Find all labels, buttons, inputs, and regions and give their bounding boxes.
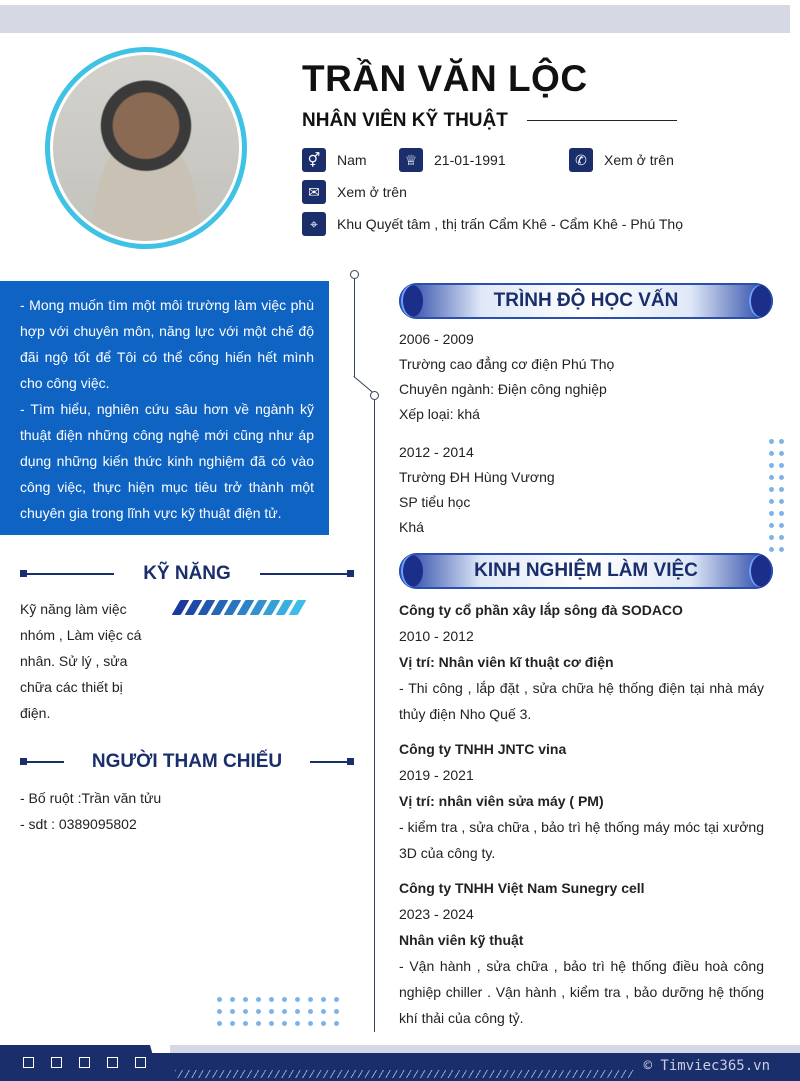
decor-dot: [282, 1021, 287, 1026]
title-divider: [527, 120, 677, 121]
decor-dot: [308, 1009, 313, 1014]
experience-entry: [399, 875, 764, 1031]
decor-dot: [269, 1009, 274, 1014]
decor-dot: [256, 997, 261, 1002]
education-title: TRÌNH ĐỘ HỌC VẤN: [493, 290, 679, 311]
decor-dot: [779, 463, 784, 468]
decor-dot: [295, 997, 300, 1002]
reference-item: - Bố ruột :Trần văn tửu: [20, 790, 162, 806]
experience-banner: [399, 553, 773, 589]
decor-dot: [282, 1009, 287, 1014]
decor-dot: [269, 1021, 274, 1026]
education-entry: [399, 327, 614, 427]
decor-dot: [243, 1009, 248, 1014]
decor-dot: [308, 1021, 313, 1026]
decor-dot: [308, 997, 313, 1002]
exp-position: Vị trí: nhân viên sửa máy ( PM): [399, 793, 604, 809]
timeline-top: [354, 275, 355, 377]
decor-dot: [779, 451, 784, 456]
decor-dot: [769, 499, 774, 504]
timeline-node: [370, 391, 379, 400]
decor-dot: [334, 997, 339, 1002]
info-birthday: [399, 148, 506, 172]
decor-dot: [230, 997, 235, 1002]
exp-period: 2023 - 2024: [399, 906, 474, 922]
career-objective: [0, 281, 329, 535]
decor-dot: [779, 547, 784, 552]
decor-dot: [269, 997, 274, 1002]
decor-dot: [295, 1009, 300, 1014]
exp-company: Công ty TNHH Việt Nam Sunegry cell: [399, 880, 645, 896]
email-value: Xem ở trên: [337, 184, 407, 200]
references-heading: [20, 751, 354, 771]
decor-dot: [282, 997, 287, 1002]
info-email: [302, 180, 407, 204]
watermark: © Timviec365.vn: [643, 1058, 770, 1074]
edu-period: 2006 - 2009: [399, 331, 474, 347]
info-gender: [302, 148, 367, 172]
skill-level-bar: [176, 600, 346, 616]
map-pin-icon: ⌖: [302, 212, 326, 236]
experience-entry: [399, 597, 764, 727]
candidate-name: TRẦN VĂN LỘC: [302, 58, 588, 99]
references-list: [20, 785, 161, 837]
decor-dot: [321, 1021, 326, 1026]
address-value: Khu Quyết tâm , thị trấn Cẩm Khê - Cẩm Khê - Phú Thọ: [337, 216, 684, 232]
edu-major: SP tiểu học: [399, 494, 471, 510]
decor-dot: [243, 1021, 248, 1026]
decor-dot: [769, 463, 774, 468]
decor-dot: [779, 535, 784, 540]
decor-dot: [769, 487, 774, 492]
education-entry: [399, 440, 555, 540]
job-title: NHÂN VIÊN KỸ THUẬT: [302, 110, 508, 131]
edu-grade: Khá: [399, 519, 424, 535]
decor-dot: [779, 499, 784, 504]
decor-dot: [779, 487, 784, 492]
objective-line: - Mong muốn tìm một môi trường làm việc phù hợp với chuyên môn, năng lực với một chế độ đãi ngộ tốt để Tôi có thể cống hiến hết mình cho công việc.: [20, 297, 314, 391]
decor-dot: [769, 523, 774, 528]
decor-dot: [217, 1021, 222, 1026]
decor-dot: [779, 523, 784, 528]
exp-period: 2019 - 2021: [399, 767, 474, 783]
gender-value: Nam: [337, 152, 367, 168]
decor-dot: [256, 1021, 261, 1026]
envelope-icon: ✉: [302, 180, 326, 204]
skills-text: Kỹ năng làm việc nhóm , Làm việc cá nhân. Sử lý , sửa chữa các thiết bị điện.: [20, 601, 142, 721]
info-phone: [569, 148, 674, 172]
edu-school: Trường ĐH Hùng Vương: [399, 469, 555, 485]
decor-dot: [769, 547, 774, 552]
top-bar: [0, 5, 790, 33]
skills-title: KỸ NĂNG: [143, 563, 231, 584]
phone-value: Xem ở trên: [604, 152, 674, 168]
edu-period: 2012 - 2014: [399, 444, 474, 460]
decor-dot: [256, 1009, 261, 1014]
decor-dot: [217, 997, 222, 1002]
edu-grade: Xếp loại: khá: [399, 406, 480, 422]
reference-item: - sdt : 0389095802: [20, 816, 137, 832]
decor-dot: [217, 1009, 222, 1014]
info-address: [302, 212, 683, 236]
exp-description: - kiểm tra , sửa chữa , bảo trì hệ thống máy móc tại xưởng 3D của công ty.: [399, 819, 764, 861]
timeline-line: [374, 400, 375, 1032]
experience-title: KINH NGHIỆM LÀM VIỆC: [474, 560, 698, 581]
phone-icon: ✆: [569, 148, 593, 172]
decor-dot: [321, 997, 326, 1002]
decor-dots-bottom: [217, 997, 339, 1026]
gender-icon: ⚥: [302, 148, 326, 172]
decor-dot: [243, 997, 248, 1002]
references-title: NGƯỜI THAM CHIẾU: [91, 751, 283, 772]
decor-dots-right: [769, 439, 784, 552]
decor-dot: [230, 1021, 235, 1026]
edu-school: Trường cao đẳng cơ điện Phú Thọ: [399, 356, 615, 372]
exp-position: Vị trí: Nhân viên kĩ thuật cơ điện: [399, 654, 614, 670]
decor-dot: [321, 1009, 326, 1014]
decor-dot: [779, 511, 784, 516]
cake-icon: ♕: [399, 148, 423, 172]
birthday-value: 21-01-1991: [434, 152, 506, 168]
decor-dot: [334, 1009, 339, 1014]
decor-dot: [230, 1009, 235, 1014]
timeline-node: [350, 270, 359, 279]
decor-dot: [769, 535, 774, 540]
experience-entry: [399, 736, 764, 866]
decor-dot: [779, 475, 784, 480]
objective-line: - Tìm hiểu, nghiên cứu sâu hơn về ngành kỹ thuật điện những công nghệ mới cũng như áp dụng những kiến thức kinh nghiệm đã có vào công việc, thực hiện mục tiêu trở thành một chuyên gia trong lĩnh vực kỹ thuật điện tử.: [20, 401, 314, 521]
exp-company: Công ty cổ phần xây lắp sông đà SODACO: [399, 602, 683, 618]
decor-dot: [769, 511, 774, 516]
footer-squares: [23, 1057, 146, 1068]
education-banner: [399, 283, 773, 319]
footer: [0, 1045, 800, 1081]
exp-company: Công ty TNHH JNTC vina: [399, 741, 567, 757]
decor-dot: [769, 475, 774, 480]
exp-description: - Thi công , lắp đặt , sửa chữa hệ thống điện tại nhà máy thủy điện Nho Quế 3.: [399, 680, 764, 722]
exp-description: - Vận hành , sửa chữa , bảo trì hệ thống điều hoà công nghiệp chiller . Vận hành , kiểm tra , bảo dưỡng hệ thống khí thải của công tỷ.: [399, 958, 764, 1026]
exp-position: Nhân viên kỹ thuật: [399, 932, 524, 948]
decor-dot: [779, 439, 784, 444]
decor-dot: [334, 1021, 339, 1026]
decor-dot: [769, 439, 774, 444]
avatar: [45, 47, 247, 249]
skills-heading: [20, 563, 354, 583]
decor-dot: [769, 451, 774, 456]
profile-photo: [50, 52, 242, 244]
edu-major: Chuyên ngành: Điện công nghiệp: [399, 381, 607, 397]
decor-dot: [295, 1021, 300, 1026]
exp-period: 2010 - 2012: [399, 628, 474, 644]
